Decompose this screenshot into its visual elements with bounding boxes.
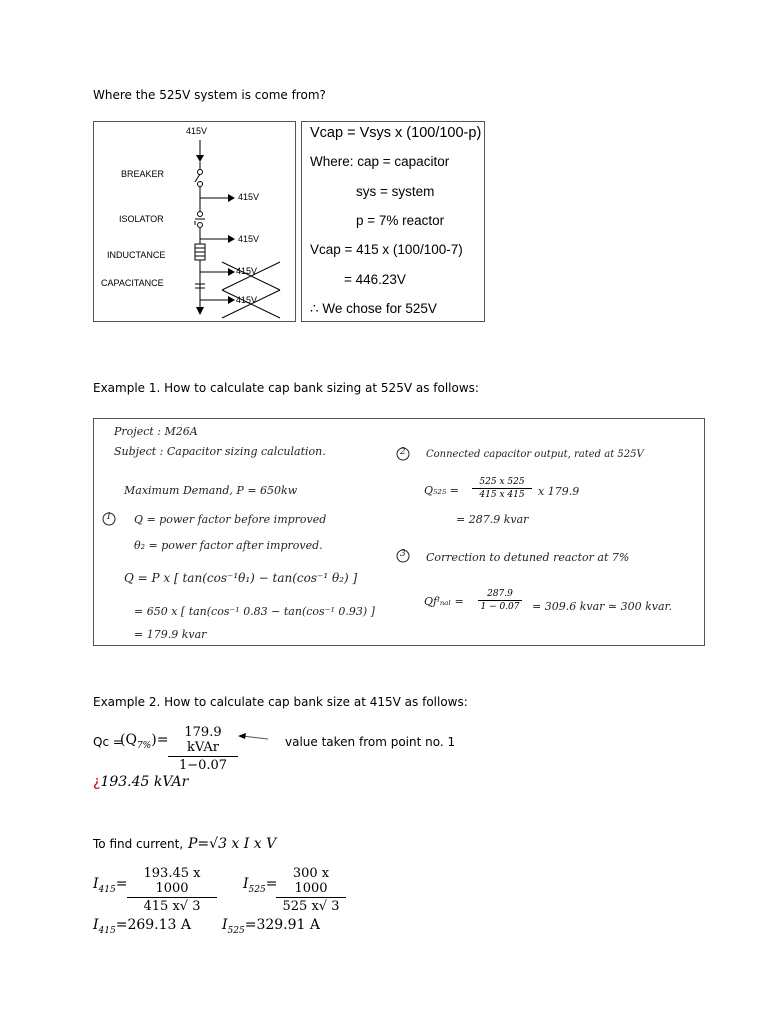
note-arrow-icon: [238, 732, 270, 742]
qc-note: value taken from point no. 1: [285, 735, 456, 749]
p-reactor-line: p = 7% reactor: [356, 213, 445, 228]
vcap-formula: Vcap = Vsys x (100/100-p): [310, 125, 482, 141]
i415-result-symbol: I: [93, 917, 99, 933]
handwritten-calculation: [93, 418, 705, 646]
qc-q7-term: [120, 732, 168, 751]
vcap-calc-line: Vcap = 415 x (100/100-7): [310, 242, 463, 257]
qfinal-numerator: 287.9: [487, 589, 513, 599]
qc-result-mark: ¿: [93, 774, 101, 790]
i525-denominator: 525 x√ 3: [282, 899, 340, 914]
i415-result-subscript: 415: [98, 925, 116, 936]
qfinal-fraction: [478, 589, 522, 612]
i415-fraction: [127, 866, 217, 914]
qc-prefix: Qc =: [93, 735, 123, 749]
q-substitution: = 650 x [ tan(cos⁻¹ 0.83 − tan(cos⁻¹ 0.93) ]: [134, 605, 375, 618]
q525-result: = 287.9 kvar: [456, 513, 529, 526]
subject-line: Subject : Capacitor sizing calculation.: [114, 445, 326, 458]
inductance-label: INDUCTANCE: [107, 250, 166, 260]
tap-voltage-1: 415V: [238, 192, 260, 202]
i525-result-subscript: 525: [227, 925, 245, 936]
vcap-result-line: = 446.23V: [344, 272, 406, 287]
max-demand-line: Maximum Demand, P = 650kw: [124, 484, 298, 497]
i415-result: =269.13 A: [115, 917, 191, 933]
tap-voltage-2: 415V: [238, 234, 260, 244]
q525-numerator: 525 x 525: [479, 477, 525, 487]
conclusion-line: ∴ We chose for 525V: [310, 301, 437, 316]
q525-fraction: [472, 477, 532, 500]
capacitance-label: CAPACITANCE: [101, 278, 164, 288]
formula-panel: [301, 121, 485, 322]
q525-denominator: 415 x 415: [479, 490, 525, 500]
qc-result-line: [93, 774, 188, 790]
i525-fraction: [276, 866, 346, 914]
step-1-number: 1: [106, 512, 112, 522]
i525-numerator: 300 x 1000: [292, 866, 330, 896]
breaker-label: BREAKER: [121, 169, 165, 179]
q-result: = 179.9 kvar: [134, 628, 207, 641]
tap-voltage-4: 415V: [236, 295, 258, 305]
qc-fraction: [168, 725, 238, 773]
tap-voltage-3: 415V: [236, 266, 258, 276]
q525-multiplier: x 179.9: [538, 485, 580, 498]
i525-result: =329.91 A: [244, 917, 320, 933]
single-line-diagram: [93, 121, 296, 322]
qfinal-result: = 309.6 kvar ≃ 300 kvar.: [532, 600, 673, 613]
qc-q-subscript: 7%: [136, 740, 152, 751]
correction-title: Correction to detuned reactor at 7%: [426, 551, 630, 564]
i525-result-line: [222, 917, 320, 936]
theta-definition: θ₂ = power factor after improved.: [134, 539, 323, 552]
heading-example-2: Example 2. How to calculate cap bank size at 415V as follows:: [93, 695, 468, 709]
qc-q-close: )=: [151, 732, 169, 748]
i525-result-symbol: I: [222, 917, 228, 933]
power-formula: P=√3 x I x V: [188, 836, 277, 852]
connected-output-title: Connected capacitor output, rated at 525V: [426, 449, 644, 460]
q525-label: Q₅₂₅ =: [424, 484, 459, 497]
source-voltage-label: 415V: [186, 126, 208, 136]
i525-lhs: $I_{525}=$: [243, 876, 278, 895]
step-2-number: 2: [400, 447, 406, 457]
project-line: Project : M26A: [114, 425, 198, 438]
heading-525v-origin: Where the 525V system is come from?: [93, 88, 326, 102]
i525-symbol: I: [243, 876, 249, 892]
qc-denominator: 1−0.07: [178, 758, 228, 773]
i415-denominator: 415 x√ 3: [143, 899, 201, 914]
q-definition: Q = power factor before improved: [134, 513, 327, 526]
i415-symbol: I: [93, 876, 99, 892]
qfinal-label: Qƒᴵₙₐₗ =: [424, 595, 464, 608]
i415-subscript: 415: [98, 884, 116, 895]
q-formula: Q = P x [ tan(cos⁻¹θ₁) − tan(cos⁻¹ θ₂) ]: [124, 571, 358, 585]
step-3-number: 3: [400, 549, 406, 559]
qc-result: 193.45 kVAr: [100, 774, 189, 790]
i415-numerator: 193.45 x 1000: [143, 866, 201, 896]
qfinal-denominator: 1 − 0.07: [480, 602, 520, 612]
i415-result-line: [93, 917, 191, 936]
heading-example-1: Example 1. How to calculate cap bank sizing at 525V as follows:: [93, 381, 479, 395]
current-label: To find current,: [93, 837, 184, 851]
qc-q-symbol: (Q: [120, 732, 137, 748]
qc-numerator: 179.9 kVAr: [184, 725, 222, 755]
i415-lhs: $I_{415}=$: [93, 876, 128, 895]
sys-line: sys = system: [356, 184, 435, 199]
where-cap-line: Where: cap = capacitor: [310, 154, 450, 169]
isolator-label: ISOLATOR: [119, 214, 164, 224]
i525-subscript: 525: [248, 884, 266, 895]
